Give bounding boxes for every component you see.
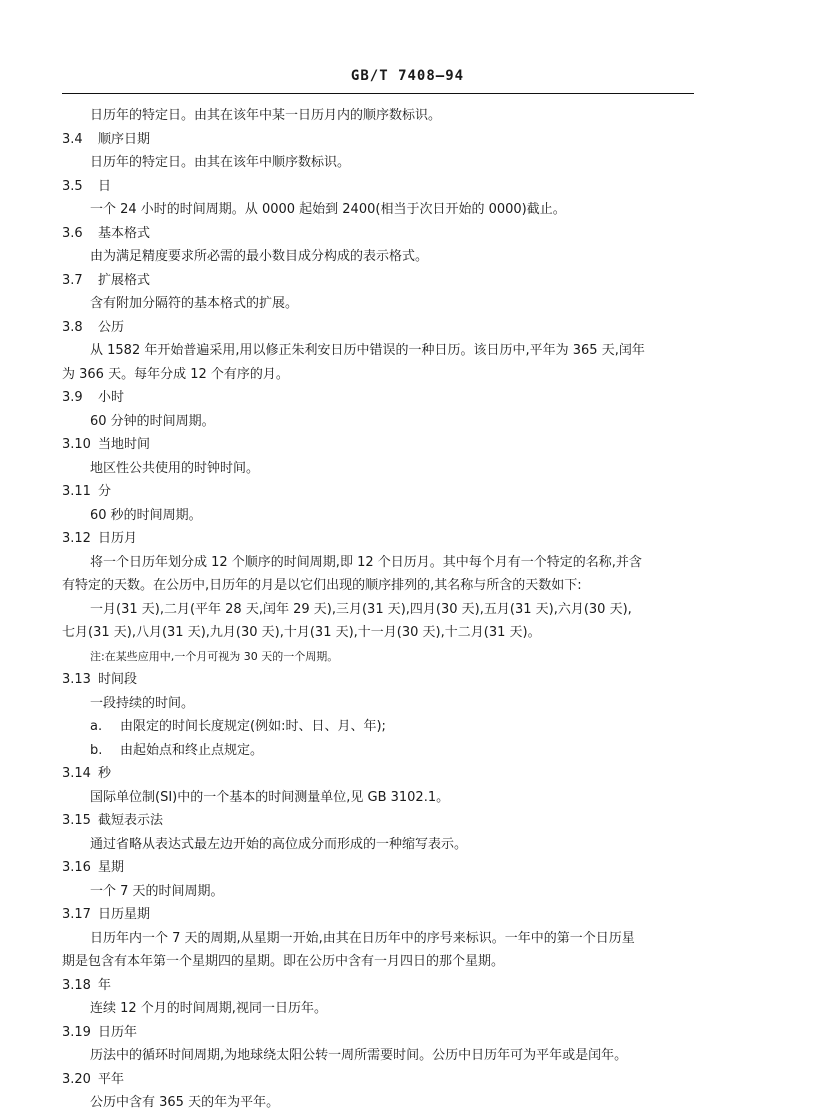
section-heading <box>62 316 702 340</box>
section-heading <box>62 1021 702 1045</box>
section-number: 3.7 <box>62 272 83 288</box>
section-number: 3.19 <box>62 1024 91 1040</box>
definition-text: 历法中的循环时间周期,为地球绕太阳公转一周所需要时间。公历中日历年可为平年或是闰年。 <box>90 1048 628 1063</box>
section-title: 秒 <box>98 766 112 781</box>
definition-text: 地区性公共使用的时钟时间。 <box>90 460 260 476</box>
definition-text: 从 1582 年开始普遍采用,用以修正朱利安日历中错误的一种日历。该日历中,平年为 365 天,闰年 <box>90 343 645 358</box>
section-title: 日历月 <box>98 531 138 546</box>
section-heading <box>62 175 702 199</box>
definition-text: 国际单位制(SI)中的一个基本的时间测量单位,见 GB 3102.1。 <box>90 789 450 805</box>
section-heading <box>62 809 702 833</box>
definition-text: 连续 12 个月的时间周期,视同一日历年。 <box>90 1001 327 1016</box>
section-title: 星期 <box>98 860 125 875</box>
definition-text: 公历中含有 365 天的年为平年。 <box>90 1095 280 1110</box>
definition-text: 日历年的特定日。由其在该年中顺序数标识。 <box>90 155 351 170</box>
definition-text: 一个 24 小时的时间周期。从 0000 起始到 2400(相当于次日开始的 0000)截止。 <box>90 202 566 217</box>
section-number: 3.9 <box>62 390 83 405</box>
section-heading <box>62 668 702 692</box>
list-item <box>62 715 702 739</box>
section-title: 公历 <box>98 319 125 335</box>
definition-text: 一个 7 天的时间周期。 <box>90 883 224 899</box>
section-number: 3.16 <box>62 860 91 875</box>
note-text: 注:在某些应用中,一个月可视为 30 天的一个周期。 <box>90 649 339 663</box>
section-heading <box>62 903 702 927</box>
section-title: 年 <box>98 977 112 993</box>
section-title: 截短表示法 <box>98 813 164 828</box>
definition-text: 日历年的特定日。由其在该年中某一日历月内的顺序数标识。 <box>90 108 442 123</box>
definition-text-continuation: 有特定的天数。在公历中,日历年的月是以它们出现的顺序排列的,其名称与所含的天数如下: <box>62 578 582 593</box>
section-title: 小时 <box>98 390 125 405</box>
definition-text-continuation: 为 366 天。每年分成 12 个有序的月。 <box>62 366 289 382</box>
section-heading <box>62 974 702 998</box>
section-number: 3.10 <box>62 437 91 452</box>
list-item-text: 由起始点和终止点规定。 <box>120 742 264 758</box>
definition-text: 一段持续的时间。 <box>90 695 195 711</box>
section-number: 3.5 <box>62 178 83 194</box>
section-title: 平年 <box>98 1071 125 1087</box>
section-heading <box>62 480 702 504</box>
section-title: 日 <box>98 178 112 194</box>
document-body <box>62 104 702 1115</box>
section-heading <box>62 856 702 880</box>
section-number: 3.17 <box>62 907 91 922</box>
definition-text: 日历年内一个 7 天的周期,从星期一开始,由其在日历年中的序号来标识。一年中的第一个日历星 <box>90 930 635 946</box>
section-heading <box>62 269 702 293</box>
section-title: 分 <box>98 484 112 499</box>
list-item-text: 由限定的时间长度规定(例如:时、日、月、年); <box>120 719 386 734</box>
section-heading <box>62 1068 702 1092</box>
section-title: 顺序日期 <box>98 131 151 147</box>
section-number: 3.11 <box>62 484 91 499</box>
section-number: 3.14 <box>62 766 91 781</box>
section-heading <box>62 527 702 551</box>
definition-text: 通过省略从表达式最左边开始的高位成分而形成的一种缩写表示。 <box>90 836 468 852</box>
section-heading <box>62 128 702 152</box>
list-item <box>62 739 702 763</box>
definition-text: 60 分钟的时间周期。 <box>90 413 215 429</box>
section-number: 3.18 <box>62 977 91 993</box>
section-number: 3.8 <box>62 319 83 335</box>
definition-text: 由为满足精度要求所必需的最小数目成分构成的表示格式。 <box>90 249 429 264</box>
section-heading <box>62 222 702 246</box>
section-title: 基本格式 <box>98 225 151 241</box>
definition-text: 将一个日历年划分成 12 个顺序的时间周期,即 12 个日历月。其中每个月有一个特定的名称,并含 <box>90 554 642 570</box>
list-item-marker: a. <box>90 719 103 734</box>
standard-code-header: GB/T 7408—94 <box>350 68 465 84</box>
section-number: 3.15 <box>62 813 91 828</box>
section-number: 3.4 <box>62 131 83 147</box>
section-title: 日历星期 <box>98 907 151 922</box>
section-title: 当地时间 <box>98 437 151 452</box>
section-number: 3.12 <box>62 531 91 546</box>
section-title: 扩展格式 <box>98 272 151 288</box>
definition-text-continuation: 七月(31 天),八月(31 天),九月(30 天),十月(31 天),十一月(30 天),十二月(31 天)。 <box>62 625 541 640</box>
definition-text: 一月(31 天),二月(平年 28 天,闰年 29 天),三月(31 天),四月(30 天),五月(31 天),六月(30 天), <box>90 601 632 617</box>
section-number: 3.20 <box>62 1071 91 1087</box>
section-number: 3.6 <box>62 225 83 241</box>
section-number: 3.13 <box>62 672 91 687</box>
section-heading <box>62 762 702 786</box>
section-heading <box>62 386 702 410</box>
section-title: 时间段 <box>98 672 138 687</box>
definition-text-continuation: 期是包含有本年第一个星期四的星期。即在公历中含有一月四日的那个星期。 <box>62 954 505 969</box>
section-heading <box>62 433 702 457</box>
definition-text: 60 秒的时间周期。 <box>90 507 202 523</box>
section-title: 日历年 <box>98 1024 138 1040</box>
list-item-marker: b. <box>90 742 103 758</box>
definition-text: 含有附加分隔符的基本格式的扩展。 <box>90 296 299 311</box>
header-rule <box>62 93 694 94</box>
